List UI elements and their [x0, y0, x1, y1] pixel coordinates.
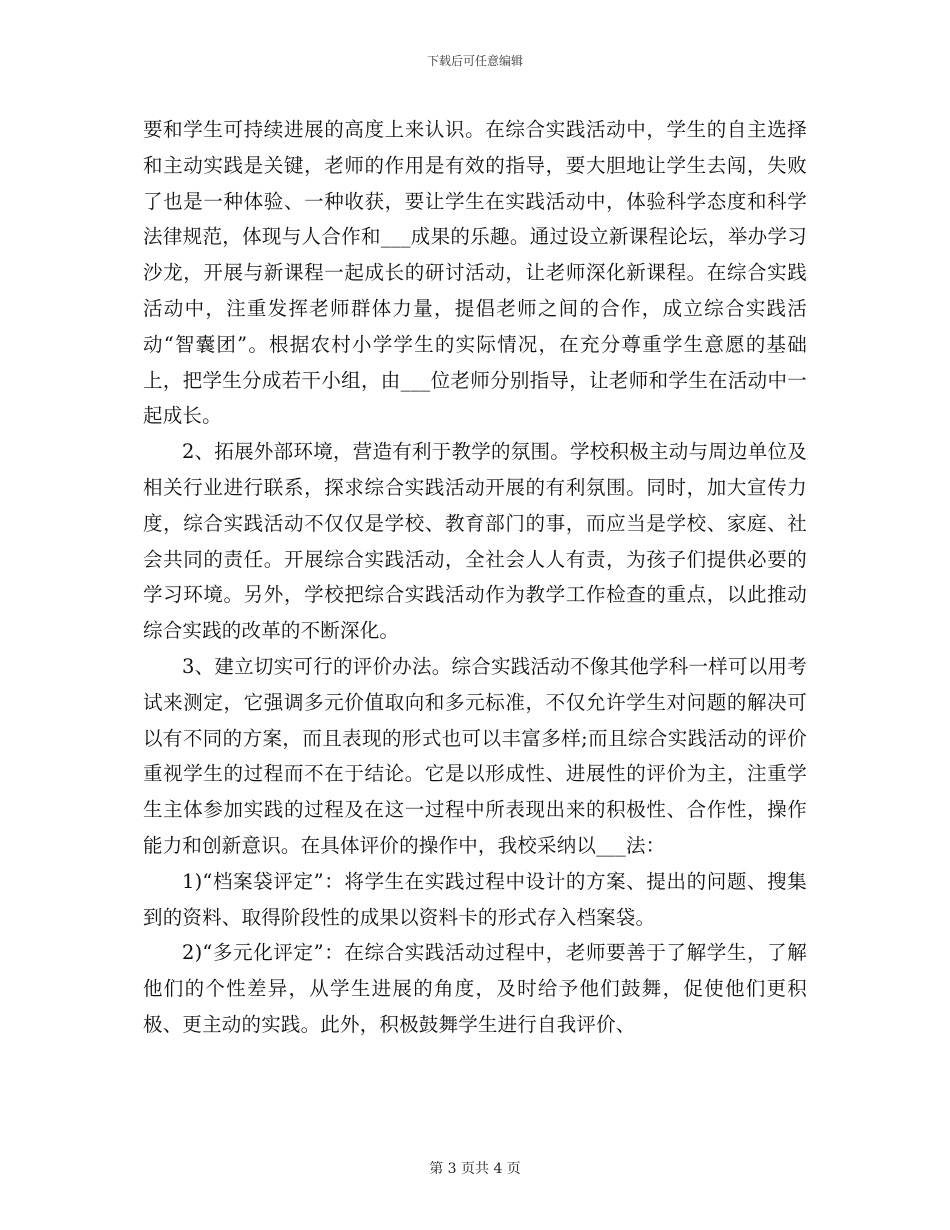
paragraph-item-3: 3、建立切实可行的评价办法。综合实践活动不像其他学科一样可以用考试来测定，它强调多元价值取向和多元标准，不仅允许学生对问题的解决可以有不同的方案，而且表现的形式也可以丰富多样;而且综合实践活动的评价重视学生的过程而不在于结论。它是以形成性、进展性的评价为主，注重学生主体参加实践的过程及在这一过程中所表现出来的积极性、合作性，操作能力和创新意识。在具体评价的操作中，我校采纳以___法：	[143, 654, 807, 857]
paragraph-continuation: 要和学生可持续进展的高度上来认识。在综合实践活动中，学生的自主选择和主动实践是关键，老师的作用是有效的指导，要大胆地让学生去闯，失败了也是一种体验、一种收获，要让学生在实践活动中，体验科学态度和科学法律规范，体现与人合作和___成果的乐趣。通过设立新课程论坛，举办学习沙龙，开展与新课程一起成长的研讨活动，让老师深化新课程。在综合实践活动中，注重发挥老师群体力量，提倡老师之间的合作，成立综合实践活动“智囊团”。根据农村小学学生的实际情况，在充分尊重学生意愿的基础上，把学生分成若干小组，由___位老师分别指导，让老师和学生在活动中一起成长。	[143, 118, 807, 428]
page-number-footer: 第 3 页共 4 页	[429, 1161, 521, 1177]
document-body	[143, 112, 807, 1043]
paragraph-item-2: 2、拓展外部环境，营造有利于教学的氛围。学校积极主动与周边单位及相关行业进行联系，探求综合实践活动开展的有利氛围。同时，加大宣传力度，综合实践活动不仅仅是学校、教育部门的事，而应当是学校、家庭、社会共同的责任。开展综合实践活动，全社会人人有责，为孩子们提供必要的学习环境。另外，学校把综合实践活动作为教学工作检查的重点，以此推动综合实践的改革的不断深化。	[143, 440, 807, 643]
paragraph-subitem-1: 1)“档案袋评定”：将学生在实践过程中设计的方案、提出的问题、搜集到的资料、取得阶段性的成果以资料卡的形式存入档案袋。	[143, 869, 807, 929]
page-header: 下载后可任意编辑	[426, 54, 523, 68]
paragraph-subitem-2: 2)“多元化评定”：在综合实践活动过程中，老师要善于了解学生，了解他们的个性差异，从学生进展的角度，及时给予他们鼓舞，促使他们更积极、更主动的实践。此外，积极鼓舞学生进行自我评价、	[143, 941, 807, 1036]
